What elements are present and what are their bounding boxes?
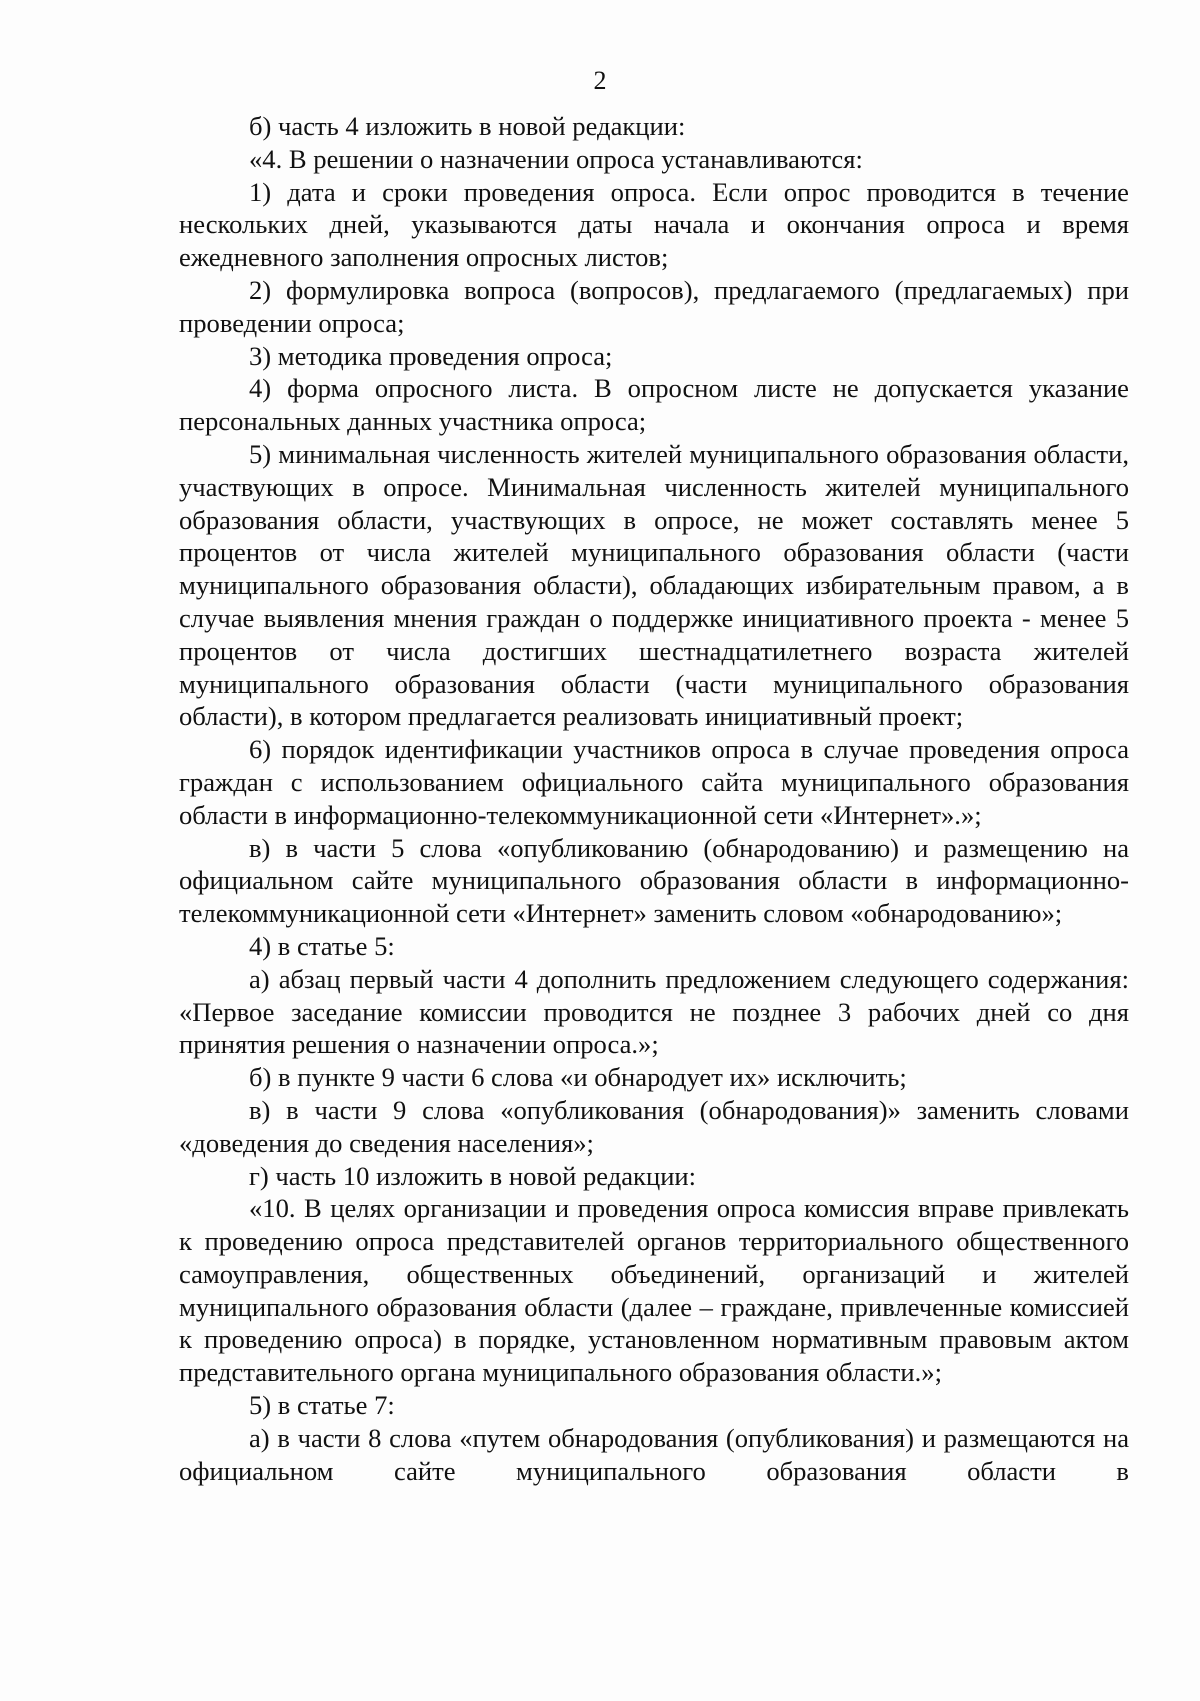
paragraph: 4) форма опросного листа. В опросном листе не допускается указание персональных данных участника опроса; <box>179 373 1129 437</box>
paragraph: «10. В целях организации и проведения опроса комиссия вправе привлекать к проведению опроса представителей органов территориального общественного самоуправления, общественных объединений, организаций и жителей муниципального образования области (далее – граждане, привлеченные комиссией к проведению опроса) в порядке, установленном нормативным правовым актом представительного органа муниципального образования области.»; <box>179 1193 1129 1388</box>
paragraph: 4) в статье 5: <box>249 930 395 961</box>
paragraph: б) часть 4 изложить в новой редакции: <box>249 111 686 141</box>
paragraph: 6) порядок идентификации участников опроса в случае проведения опроса граждан с использованием официального сайта муниципального образования области в информационно-телекоммуникационной сети «Интернет».»; <box>179 734 1129 830</box>
paragraph: 2) формулировка вопроса (вопросов), предлагаемого (предлагаемых) при проведении опроса; <box>179 274 1129 338</box>
paragraph: 1) дата и сроки проведения опроса. Если опрос проводится в течение нескольких дней, указываются даты начала и окончания опроса и время ежедневного заполнения опросных листов; <box>179 176 1129 273</box>
paragraph: в) в части 9 слова «опубликования (обнародования)» заменить словами «доведения до сведения населения»; <box>179 1094 1129 1158</box>
paragraph: 5) в статье 7: <box>249 1390 395 1421</box>
paragraph: г) часть 10 изложить в новой редакции: <box>249 1160 697 1191</box>
paragraph: «4. В решении о назначении опроса устанавливаются: <box>249 143 863 174</box>
page-number: 2 <box>593 66 607 95</box>
paragraph: 3) методика проведения опроса; <box>249 340 613 371</box>
paragraph: 5) минимальная численность жителей муниципального образования области, участвующих в опросе. Минимальная численность жителей муниципального образования области, участвующих в опросе, не может составлять менее 5 процентов от числа жителей муниципального образования области (части муниципального образования области), обладающих избирательным правом, а в случае выявления мнения граждан о поддержке инициативного проекта - менее 5 процентов от числа достигших шестнадцатилетнего возраста жителей муниципального образования области (части муниципального образования области), в котором предлагается реализовать инициативный проект; <box>179 438 1129 732</box>
paragraph: а) абзац первый части 4 дополнить предложением следующего содержания: «Первое заседание комиссии проводится не позднее 3 рабочих дней со дня принятия решения о назначении опроса.»; <box>179 963 1129 1060</box>
paragraph: б) в пункте 9 части 6 слова «и обнародует их» исключить; <box>249 1062 907 1093</box>
paragraph: а) в части 8 слова «путем обнародования (опубликования) и размещаются на официальном сайте муниципального образования области в <box>179 1422 1129 1486</box>
document-body <box>179 110 1129 1487</box>
paragraph: в) в части 5 слова «опубликованию (обнародованию) и размещению на официальном сайте муниципального образования области в информационно-телекоммуникационной сети «Интернет» заменить словом «обнародованию»; <box>179 832 1129 929</box>
